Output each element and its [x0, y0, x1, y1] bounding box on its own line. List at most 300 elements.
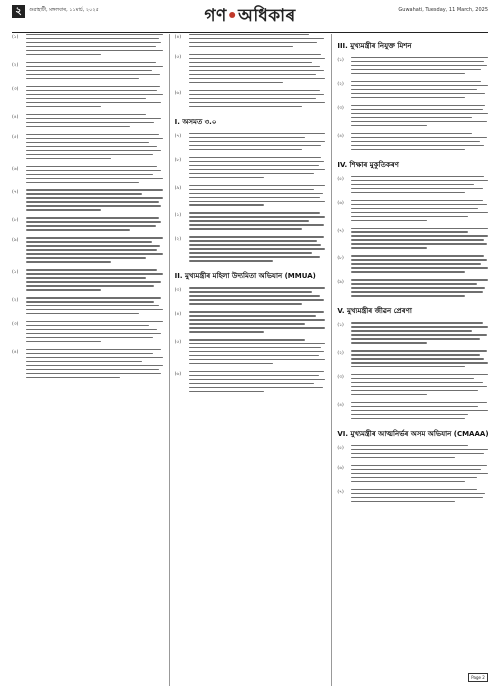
text-line — [26, 122, 154, 123]
paragraph — [337, 489, 488, 505]
text-line — [26, 62, 156, 63]
paragraph-marker: (১) — [337, 58, 344, 63]
text-line — [189, 355, 319, 356]
section-heading: I. অসমত ৩.০ — [174, 117, 217, 126]
text-line — [189, 201, 326, 202]
paragraph — [12, 217, 163, 233]
text-line — [351, 125, 426, 126]
text-line — [351, 271, 464, 272]
text-line — [189, 90, 320, 91]
paragraph-marker: (৮) — [12, 218, 19, 224]
paragraph-marker: (৬) — [174, 372, 182, 377]
text-line — [351, 208, 478, 209]
text-line — [26, 98, 146, 99]
text-line — [351, 141, 479, 142]
paragraph-marker: (৭) — [174, 133, 182, 139]
text-line — [189, 319, 326, 320]
text-line — [189, 141, 326, 142]
text-line — [189, 343, 326, 344]
paragraph-marker: (৫) — [337, 445, 344, 451]
text-line — [351, 220, 426, 221]
text-line — [189, 106, 302, 107]
text-line — [189, 252, 312, 253]
text-line — [26, 182, 139, 183]
text-line — [189, 248, 326, 249]
paragraph — [12, 114, 163, 130]
text-line — [189, 189, 315, 190]
paragraph — [337, 465, 488, 485]
text-line — [26, 225, 156, 226]
paragraph — [337, 322, 488, 346]
text-line — [351, 89, 477, 90]
text-line — [351, 73, 464, 74]
text-line — [189, 224, 324, 225]
text-line — [189, 391, 264, 392]
paragraph — [337, 350, 488, 370]
text-line — [26, 289, 101, 290]
paragraph-marker: (৪) — [337, 133, 344, 139]
logo-part1: গণ — [204, 6, 227, 26]
text-line — [189, 363, 274, 364]
paragraph — [337, 81, 488, 101]
text-line — [351, 354, 479, 355]
text-line — [26, 197, 163, 198]
paragraph-marker: (৬) — [337, 465, 344, 471]
text-line — [351, 374, 488, 375]
text-line — [189, 387, 323, 388]
text-line — [189, 169, 326, 170]
paragraph-marker: (৫) — [174, 54, 182, 60]
paragraph-marker: (৬) — [337, 200, 344, 206]
text-line — [351, 473, 488, 474]
text-line — [26, 146, 157, 147]
text-line — [351, 465, 486, 466]
text-line — [351, 57, 488, 58]
text-line — [26, 217, 159, 218]
text-line — [26, 86, 160, 87]
text-line — [189, 34, 309, 35]
text-line — [26, 78, 139, 79]
paragraph-marker: (৩) — [337, 375, 344, 381]
paragraph-marker: (৩) — [337, 105, 344, 111]
text-line — [26, 301, 154, 302]
text-line — [351, 477, 477, 478]
text-line — [26, 42, 161, 43]
text-line — [189, 185, 326, 186]
text-line — [351, 283, 477, 284]
text-line — [26, 138, 163, 139]
paragraph-marker: (৮) — [337, 256, 344, 262]
text-line — [351, 406, 478, 407]
paragraph — [175, 90, 326, 110]
text-line — [189, 375, 319, 376]
text-line — [351, 267, 488, 268]
text-line — [189, 137, 305, 138]
text-line — [351, 469, 481, 470]
text-line — [26, 337, 153, 338]
text-line — [26, 154, 153, 155]
text-line — [351, 330, 471, 331]
text-line — [351, 390, 478, 391]
text-line — [189, 42, 317, 43]
paragraph — [175, 133, 326, 153]
text-line — [189, 165, 319, 166]
text-line — [351, 97, 464, 98]
text-line — [26, 66, 163, 67]
text-line — [26, 134, 159, 135]
text-line — [26, 70, 152, 71]
text-line — [189, 78, 326, 79]
text-line — [189, 327, 326, 328]
text-line — [351, 117, 471, 118]
section-heading: IV. শিক্ষাৰ মুকুতিকৰণ — [337, 160, 399, 169]
text-line — [351, 200, 482, 201]
paragraph-marker: (৭) — [337, 489, 344, 495]
paragraph-marker: (২) — [337, 351, 344, 357]
text-line — [26, 201, 159, 202]
text-line — [351, 457, 455, 458]
paragraph — [337, 133, 488, 153]
text-line — [351, 231, 467, 232]
text-line — [351, 322, 482, 323]
article-columns — [12, 34, 488, 686]
text-line — [26, 126, 130, 127]
paragraph-marker: (৬) — [174, 90, 182, 96]
text-line — [189, 70, 324, 71]
paragraph-marker: (৮) — [174, 157, 182, 163]
text-line — [351, 113, 488, 114]
text-line — [26, 38, 159, 39]
text-line — [351, 239, 484, 240]
text-line — [351, 228, 488, 229]
text-line — [351, 445, 467, 446]
text-line — [351, 93, 485, 94]
text-line — [26, 46, 156, 47]
paragraph — [337, 105, 488, 129]
text-line — [26, 253, 163, 254]
text-line — [26, 170, 161, 171]
text-line — [26, 325, 149, 326]
text-line — [351, 386, 486, 387]
text-line — [351, 291, 482, 292]
text-line — [351, 137, 486, 138]
text-line — [26, 361, 142, 362]
text-line — [189, 244, 322, 245]
text-line — [351, 69, 481, 70]
text-line — [26, 297, 161, 298]
paragraph — [337, 228, 488, 252]
text-line — [351, 342, 426, 343]
text-line — [351, 216, 467, 217]
section-heading: III. মুখ্যমন্ত্ৰীৰ নিযুক্ত মিশন — [337, 42, 412, 50]
text-line — [26, 269, 157, 270]
text-line — [351, 501, 455, 502]
paragraph-marker: (১) — [337, 323, 344, 329]
text-line — [26, 341, 101, 342]
text-line — [189, 228, 302, 229]
paragraph — [337, 200, 488, 224]
paragraph-marker: (৪) — [174, 35, 182, 40]
text-line — [351, 489, 477, 490]
column-1 — [12, 34, 163, 686]
text-line — [26, 257, 146, 258]
paragraph — [175, 157, 326, 181]
paragraph-marker: (২) — [337, 81, 344, 87]
text-line — [189, 197, 320, 198]
text-line — [351, 410, 488, 411]
text-line — [351, 145, 484, 146]
text-line — [26, 205, 161, 206]
text-line — [26, 106, 101, 107]
text-line — [189, 66, 320, 67]
paragraph-marker: (৯) — [174, 185, 182, 191]
text-line — [351, 188, 482, 189]
text-line — [351, 243, 486, 244]
text-line — [351, 109, 482, 110]
paragraph — [12, 237, 163, 265]
paragraph — [337, 57, 488, 77]
paragraph — [175, 287, 326, 307]
paragraph — [337, 445, 488, 461]
paragraph — [12, 189, 163, 213]
text-line — [189, 149, 302, 150]
text-line — [26, 114, 146, 115]
text-line — [189, 62, 312, 63]
section-heading: V. মুখ্যমন্ত্ৰীৰ জীৱন প্ৰেৰণা — [337, 307, 412, 316]
text-line — [26, 74, 160, 75]
text-line — [26, 357, 163, 358]
text-line — [351, 105, 485, 106]
paragraph — [12, 166, 163, 186]
paragraph — [12, 297, 163, 317]
paragraph — [175, 371, 326, 395]
column-2 — [169, 34, 326, 686]
paragraph — [337, 176, 488, 196]
paragraph — [175, 212, 326, 232]
text-line — [351, 326, 488, 327]
text-line — [351, 497, 482, 498]
text-line — [26, 365, 163, 366]
text-line — [351, 350, 486, 351]
text-line — [189, 383, 315, 384]
text-line — [26, 34, 163, 35]
text-line — [351, 453, 484, 454]
paragraph — [337, 279, 488, 299]
text-line — [189, 54, 322, 55]
text-line — [26, 281, 161, 282]
text-line — [26, 373, 161, 374]
text-line — [351, 192, 464, 193]
text-line — [189, 331, 264, 332]
text-line — [351, 149, 464, 150]
masthead-date-right: Guwahati, Tuesday, 11 March, 2025 — [398, 7, 488, 13]
paragraph-marker: (৩) — [12, 322, 19, 328]
text-line — [189, 371, 324, 372]
text-line — [189, 260, 274, 261]
paragraph-marker: (৩) — [174, 288, 182, 294]
text-line — [351, 81, 481, 82]
paragraph-marker: (১) — [12, 270, 19, 276]
text-line — [26, 54, 101, 55]
text-line — [189, 359, 326, 360]
paragraph — [12, 134, 163, 162]
text-line — [351, 449, 488, 450]
text-line — [26, 102, 161, 103]
text-line — [26, 369, 159, 370]
text-line — [26, 273, 163, 274]
text-line — [189, 216, 326, 217]
text-line — [26, 221, 161, 222]
paragraph — [12, 86, 163, 110]
paragraph-marker: (১) — [12, 35, 19, 40]
text-line — [26, 321, 163, 322]
text-line — [351, 402, 486, 403]
paragraph — [337, 402, 488, 422]
text-line — [351, 358, 484, 359]
text-line — [26, 313, 139, 314]
text-line — [351, 255, 484, 256]
paragraph-marker: (৫) — [174, 340, 182, 346]
paragraph-marker: (৪) — [12, 349, 19, 355]
text-line — [189, 295, 320, 296]
text-line — [351, 287, 485, 288]
text-line — [351, 235, 488, 236]
paragraph-marker: (২) — [12, 62, 19, 68]
column-3 — [331, 34, 488, 686]
paragraph-marker: (৫) — [337, 176, 344, 182]
text-line — [189, 236, 324, 237]
text-line — [189, 379, 326, 380]
text-line — [351, 176, 484, 177]
text-line — [351, 418, 464, 419]
text-line — [189, 299, 324, 300]
text-line — [26, 329, 157, 330]
text-line — [26, 353, 153, 354]
text-line — [189, 193, 323, 194]
text-line — [189, 212, 320, 213]
text-line — [351, 279, 488, 280]
paragraph-marker: (৬) — [12, 166, 19, 172]
text-line — [189, 98, 316, 99]
text-line — [351, 378, 474, 379]
text-line — [189, 339, 305, 340]
text-line — [26, 158, 111, 159]
text-line — [189, 256, 320, 257]
text-line — [26, 166, 157, 167]
text-line — [189, 145, 322, 146]
text-line — [189, 46, 293, 47]
paragraph — [12, 34, 163, 58]
paragraph — [175, 34, 326, 50]
text-line — [26, 229, 130, 230]
text-line — [26, 237, 163, 238]
masthead — [12, 2, 488, 33]
paragraph — [12, 269, 163, 293]
text-line — [351, 334, 486, 335]
text-line — [351, 366, 464, 367]
text-line — [189, 220, 309, 221]
text-line — [189, 102, 326, 103]
paragraph — [337, 255, 488, 275]
text-line — [351, 481, 464, 482]
text-line — [189, 161, 324, 162]
text-line — [189, 38, 324, 39]
text-line — [26, 377, 120, 378]
text-line — [351, 212, 488, 213]
text-line — [26, 90, 157, 91]
text-line — [351, 184, 474, 185]
text-line — [189, 133, 326, 134]
paragraph — [175, 311, 326, 335]
text-line — [26, 277, 146, 278]
text-line — [189, 82, 283, 83]
paragraph-marker: (৭) — [12, 190, 19, 196]
paragraph-marker: (১) — [174, 213, 182, 219]
text-line — [189, 311, 324, 312]
logo-mark: • — [226, 6, 239, 26]
text-line — [189, 157, 322, 158]
text-line — [189, 173, 315, 174]
paragraph-marker: (৫) — [12, 134, 19, 140]
text-line — [351, 414, 467, 415]
section-heading: II. মুখ্যমন্ত্ৰীৰ মহিলা উদ্যমিতা অভিযান (MMUA) — [174, 272, 316, 281]
text-line — [26, 245, 160, 246]
section-heading: VI. মুখ্যমন্ত্ৰীৰ আত্মনিৰ্ভৰ অসম অভিযান (CMAAA) — [337, 429, 489, 438]
text-line — [26, 50, 163, 51]
paragraph-marker: (২) — [12, 298, 19, 304]
newspaper-logo — [204, 3, 295, 31]
text-line — [351, 338, 479, 339]
text-line — [26, 261, 111, 262]
text-line — [189, 347, 322, 348]
paragraph-marker: (৯) — [12, 238, 19, 244]
text-line — [26, 189, 163, 190]
text-line — [189, 177, 264, 178]
paragraph — [175, 339, 326, 367]
text-line — [351, 180, 488, 181]
text-line — [351, 394, 426, 395]
text-line — [189, 323, 305, 324]
text-line — [351, 85, 488, 86]
paragraph-marker: (৪) — [174, 312, 182, 318]
text-line — [351, 61, 484, 62]
text-line — [351, 295, 464, 296]
text-line — [26, 174, 153, 175]
text-line — [26, 193, 142, 194]
text-line — [26, 150, 161, 151]
text-line — [189, 204, 264, 205]
text-line — [26, 118, 161, 119]
text-line — [351, 362, 488, 363]
paragraph-marker: (৪) — [12, 114, 19, 120]
text-line — [26, 309, 163, 310]
text-line — [26, 249, 157, 250]
text-line — [26, 285, 154, 286]
text-line — [189, 303, 302, 304]
paragraph-marker: (৩) — [12, 86, 19, 92]
paragraph — [175, 236, 326, 264]
text-line — [26, 142, 149, 143]
text-line — [351, 133, 471, 134]
logo-part2: অধিকাৰ — [238, 6, 296, 26]
paragraph — [12, 349, 163, 381]
text-line — [351, 65, 486, 66]
paragraph-marker: (৪) — [337, 402, 344, 408]
page-number: ২ — [12, 5, 25, 18]
paragraph-marker: (২) — [174, 237, 182, 243]
text-line — [189, 351, 324, 352]
paragraph — [337, 374, 488, 398]
